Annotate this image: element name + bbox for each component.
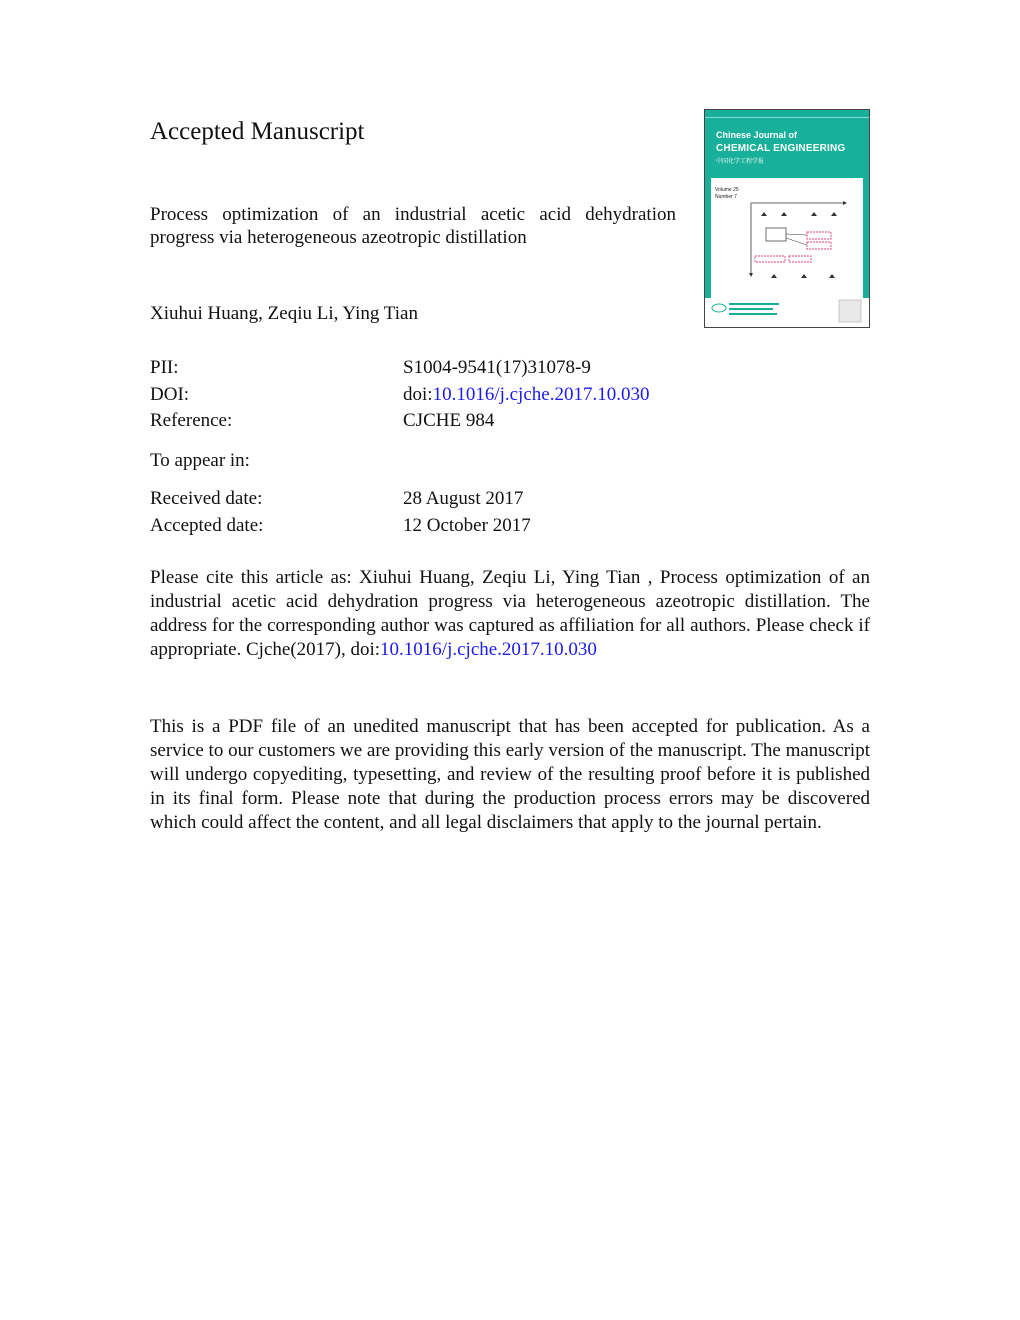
received-value: 28 August 2017 bbox=[403, 488, 524, 509]
cover-arrow-left bbox=[749, 273, 753, 277]
cover-footer-line-3 bbox=[729, 313, 777, 315]
meta-received bbox=[150, 488, 524, 510]
cover-footer bbox=[705, 298, 869, 327]
cover-journal-line2: CHEMICAL ENGINEERING bbox=[716, 143, 846, 154]
cover-mark-5 bbox=[771, 274, 777, 278]
cover-journal-line3: 中国化学工程学报 bbox=[716, 159, 765, 165]
cover-box-1 bbox=[766, 228, 786, 241]
cover-footer-line-2 bbox=[729, 308, 773, 310]
doi-link[interactable]: 10.1016/j.cjche.2017.10.030 bbox=[432, 384, 650, 405]
pii-label: PII: bbox=[150, 357, 179, 378]
meta-accepted bbox=[150, 515, 531, 537]
cover-publisher-logo bbox=[839, 300, 861, 322]
cover-footer-art bbox=[705, 298, 869, 328]
cover-arrow-top bbox=[843, 201, 847, 205]
cover-box-3 bbox=[807, 242, 831, 249]
reference-label: Reference: bbox=[150, 410, 233, 431]
cover-figure-panel bbox=[711, 178, 863, 298]
citation-doi-link[interactable]: 10.1016/j.cjche.2017.10.030 bbox=[380, 639, 597, 660]
reference-value: CJCHE 984 bbox=[403, 410, 495, 431]
cover-society-logo bbox=[712, 304, 726, 312]
cover-figure bbox=[711, 178, 865, 298]
citation-text: Please cite this article as: Xiuhui Huang, Zeqiu Li, Ying Tian , Process optimization of an industrial acetic acid dehydration progress via heterogeneous azeotropic distillation. The address for the corresponding author was captured as affiliation for all authors. Please check if appropriate. Cjche(2017), doi: bbox=[150, 567, 870, 660]
cover-footer-line-1 bbox=[729, 303, 779, 305]
received-label: Received date: bbox=[150, 488, 263, 509]
article-title: Process optimization of an industrial acetic acid dehydration progress via heterogeneous azeotropic distillation bbox=[150, 204, 676, 248]
cover-journal-line1: Chinese Journal of bbox=[716, 130, 798, 140]
page-heading: Accepted Manuscript bbox=[150, 118, 365, 145]
cover-number: Number 7 bbox=[715, 194, 737, 200]
cover-mark-2 bbox=[781, 212, 787, 216]
appear-label: To appear in: bbox=[150, 450, 250, 471]
meta-pii bbox=[150, 357, 591, 379]
journal-cover-image bbox=[704, 109, 870, 328]
cover-mark-4 bbox=[831, 212, 837, 216]
meta-reference bbox=[150, 410, 495, 432]
doi-label: DOI: bbox=[150, 384, 190, 405]
cover-mark-6 bbox=[801, 274, 807, 278]
cover-mark-1 bbox=[761, 212, 767, 216]
meta-doi bbox=[150, 384, 650, 406]
cover-box-4 bbox=[755, 256, 785, 262]
citation-paragraph bbox=[150, 566, 870, 662]
cover-mark-7 bbox=[829, 274, 835, 278]
meta-appear bbox=[150, 450, 250, 472]
cover-box-5 bbox=[789, 256, 811, 262]
cover-lines bbox=[786, 234, 807, 245]
cover-mark-3 bbox=[811, 212, 817, 216]
article-authors: Xiuhui Huang, Zeqiu Li, Ying Tian bbox=[150, 303, 418, 324]
cover-band bbox=[705, 117, 869, 118]
accepted-label: Accepted date: bbox=[150, 515, 264, 536]
accepted-value: 12 October 2017 bbox=[403, 515, 531, 536]
pii-value: S1004-9541(17)31078-9 bbox=[403, 357, 591, 378]
disclaimer-paragraph: This is a PDF file of an unedited manuscript that has been accepted for publication. As a service to our customers we are providing this early version of the manuscript. The manuscript will undergo copyediting, typesetting, and review of the resulting proof before it is published in its final form. Please note that during the production process errors may be discovered which could affect the content, and all legal disclaimers that apply to the journal pertain. bbox=[150, 716, 870, 833]
doi-prefix: doi: bbox=[403, 384, 433, 405]
cover-volume: Volume 25 bbox=[715, 187, 739, 193]
doi-value bbox=[403, 384, 649, 406]
cover-box-2 bbox=[807, 232, 831, 239]
